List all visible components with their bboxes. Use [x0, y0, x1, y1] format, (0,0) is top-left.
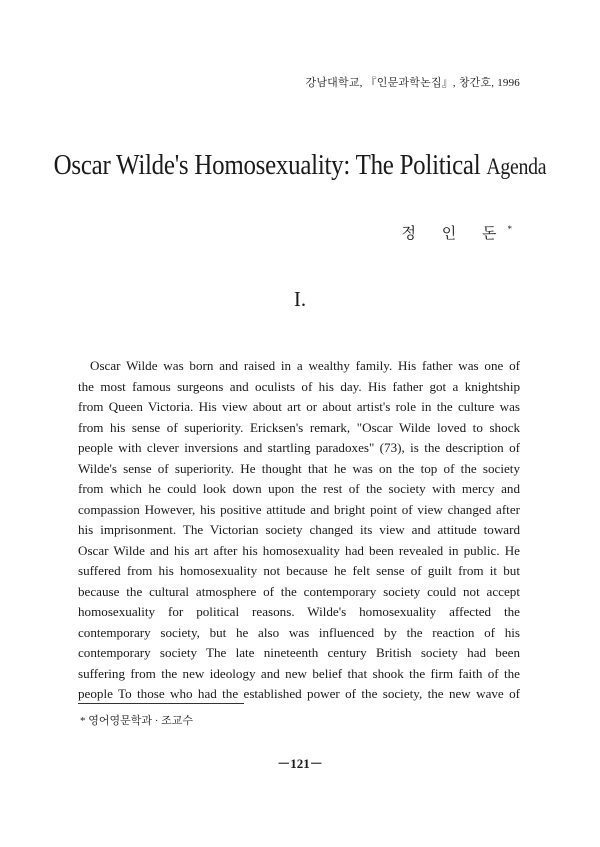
author-name: 정 인 돈 [401, 226, 508, 242]
body-line: contemporary society, but he also was influenced by the reaction of his [78, 624, 520, 640]
body-line: from which he could look down upon the rest of the society with mercy and [78, 481, 520, 496]
footnote-divider [78, 703, 244, 704]
author-affiliation-footnote: * 영어영문학과 · 조교수 [80, 715, 194, 727]
body-paragraph [78, 356, 520, 705]
body-line: the most famous surgeons and oculists of his day. His father got a knightship [78, 378, 520, 394]
section-heading: I. [293, 287, 307, 311]
body-line: because the cultural atmosphere of the contemporary society could not accept [78, 583, 520, 599]
paper-title [42, 148, 558, 184]
body-line: suffered from his homosexuality not because he felt sense of guilt from it but [78, 563, 520, 578]
author-line [402, 222, 512, 243]
body-line: suffering from the new ideology and new belief that shook the firm faith of the [78, 665, 520, 681]
body-line: his imprisonment. The Victorian society changed its view and attitude toward [78, 522, 520, 537]
body-line: people with clever inversions and startling paradoxes" (73), is the description of [78, 440, 520, 455]
body-line: from Queen Victoria. His view about art or about artist's role in the culture was [78, 399, 520, 414]
page-number: －121－ [277, 756, 323, 771]
body-line: compassion However, his positive attitude and bright point of view changed after [78, 501, 520, 517]
body-line: Oscar Wilde was born and raised in a wealthy family. His father was one of [90, 358, 520, 373]
body-line: people To those who had the established power of the society, the new wave of [78, 686, 520, 701]
author-footnote-marker: * [507, 224, 512, 234]
paper-title-last-word: Agenda [486, 154, 547, 179]
paper-title-main: Oscar Wilde's Homosexuality: The Political [53, 149, 481, 181]
body-line: homosexuality for political reasons. Wilde's homosexuality affected the [78, 604, 520, 619]
body-line: from his sense of superiority. Ericksen's remark, "Oscar Wilde loved to shock [78, 419, 520, 435]
body-line: Wilde's sense of superiority. He thought that he was on the top of the society [78, 460, 520, 476]
body-line: contemporary society The late nineteenth century British society had been [78, 645, 520, 660]
body-line: Oscar Wilde and his art after his homosexuality had been revealed in public. He [78, 542, 520, 558]
journal-citation: 강남대학교, 『인문과학논집』, 창간호, 1996 [305, 77, 520, 89]
